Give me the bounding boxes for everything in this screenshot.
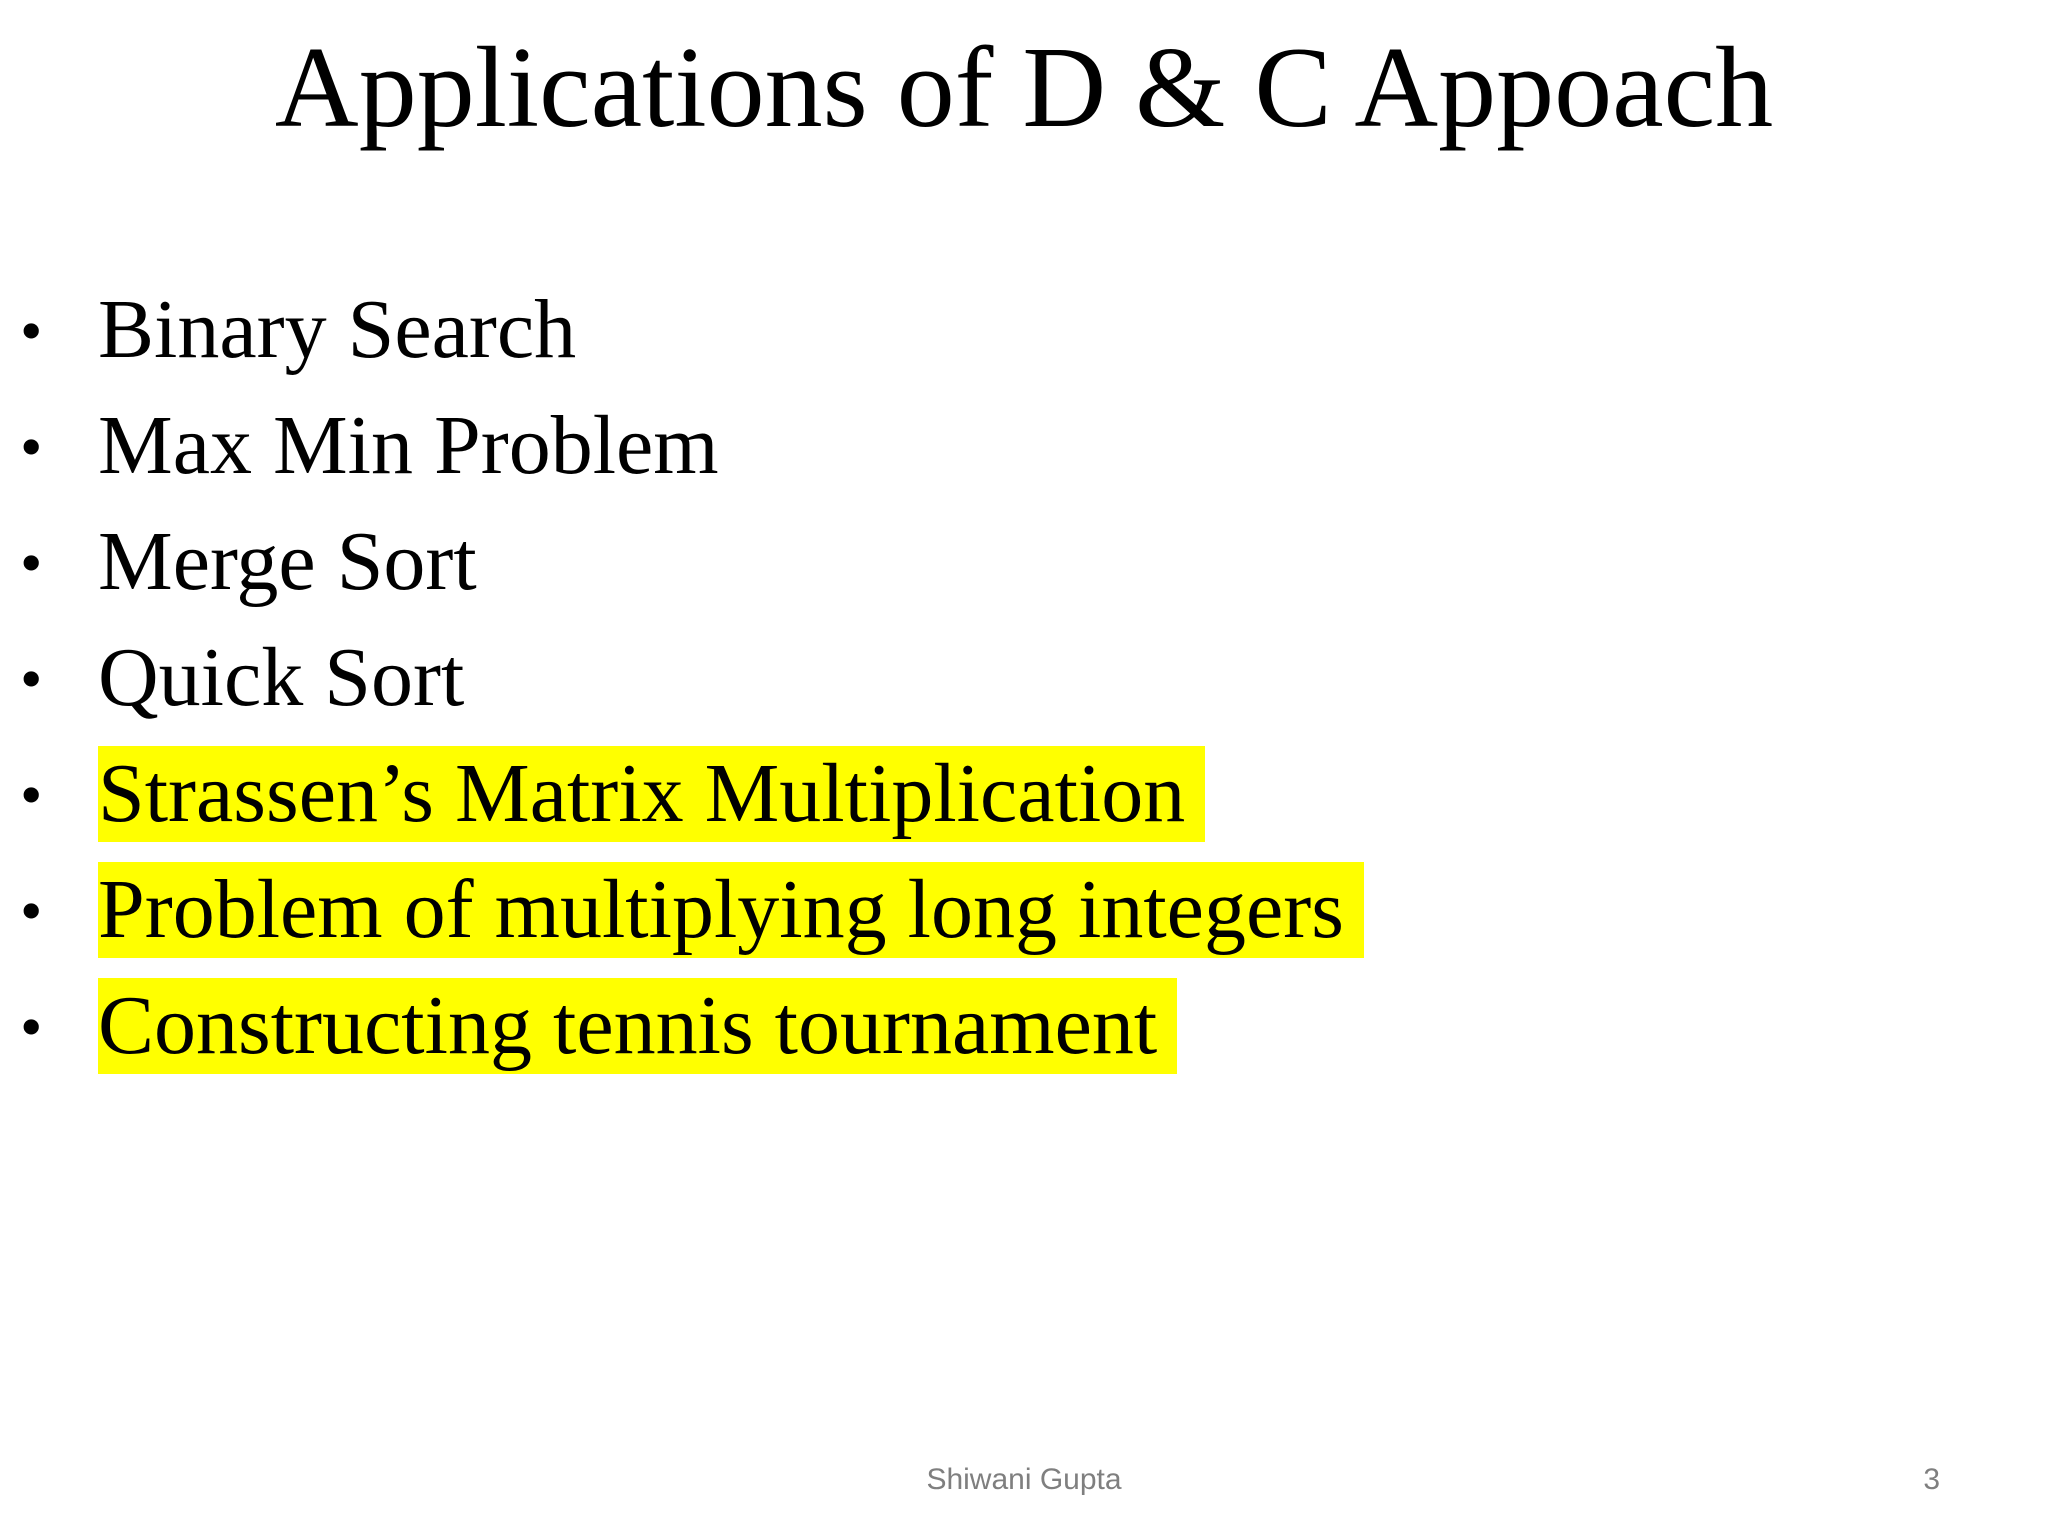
list-item — [0, 506, 2048, 616]
list-item — [0, 274, 2048, 384]
bullet-icon: • — [20, 643, 43, 714]
list-item-highlighted — [0, 970, 2048, 1080]
list-item — [0, 622, 2048, 732]
slide-title: Applications of D & C Appoach — [274, 24, 1774, 152]
bullet-icon: • — [20, 411, 43, 482]
bullet-icon: • — [20, 991, 43, 1062]
bullet-icon: • — [20, 759, 43, 830]
list-item-highlighted — [0, 854, 2048, 964]
bullet-icon: • — [20, 527, 43, 598]
bullet-icon: • — [20, 875, 43, 946]
page-number: 3 — [1923, 1463, 1940, 1496]
list-item-label: Max Min Problem — [98, 399, 719, 492]
list-item — [0, 390, 2048, 500]
bullet-icon: • — [20, 295, 43, 366]
list-item-label: Problem of multiplying long integers — [98, 862, 1364, 958]
list-item-label: Binary Search — [98, 283, 577, 376]
list-item-label: Strassen’s Matrix Multiplication — [98, 746, 1205, 842]
footer-author: Shiwani Gupta — [926, 1463, 1122, 1496]
list-item-highlighted — [0, 738, 2048, 848]
list-item-label: Merge Sort — [98, 515, 477, 608]
list-item-label: Quick Sort — [98, 631, 465, 724]
list-item-label: Constructing tennis tournament — [98, 978, 1177, 1074]
